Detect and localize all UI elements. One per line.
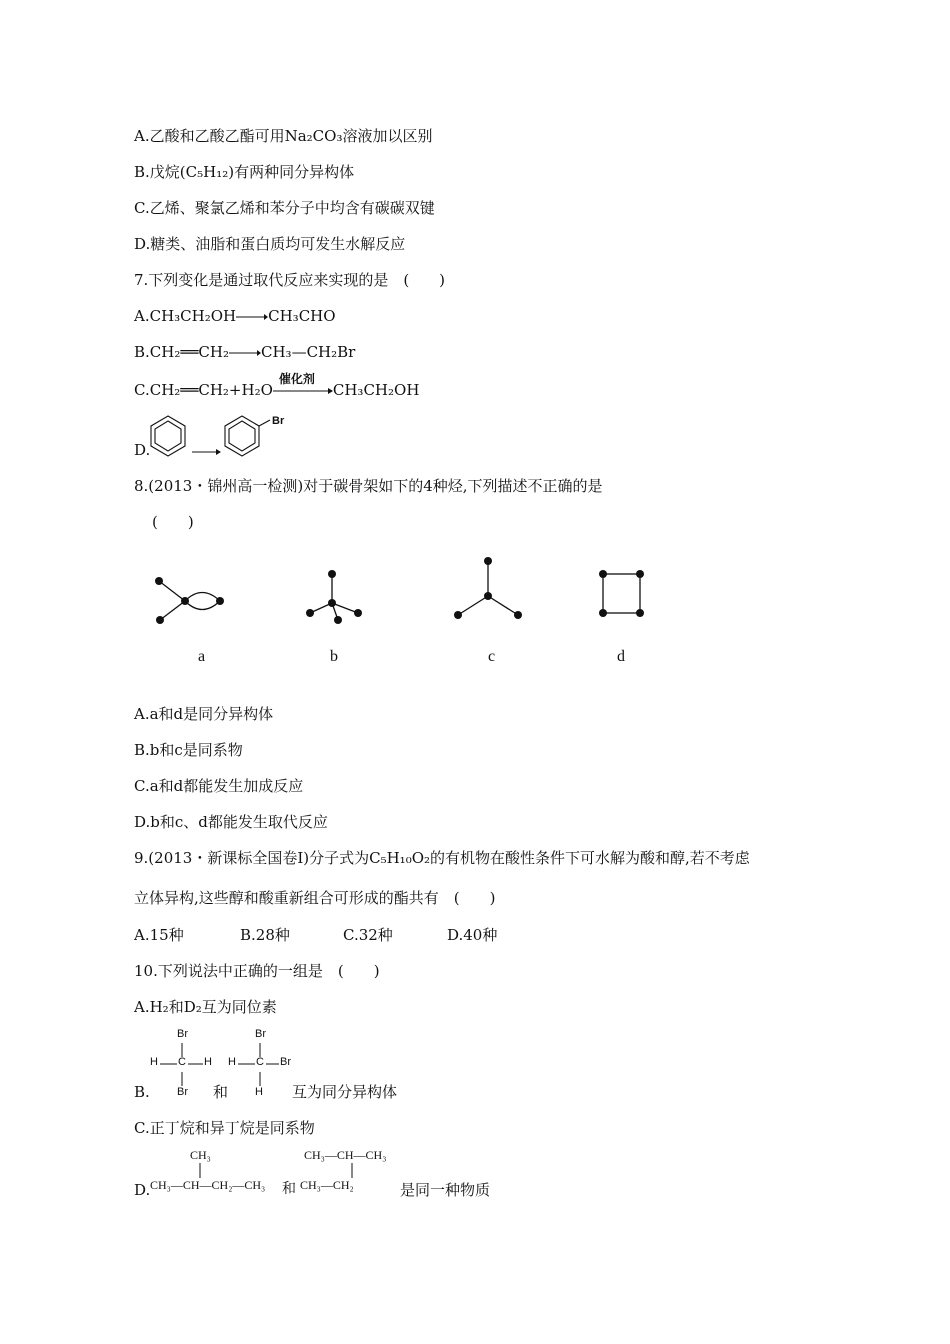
q6-option-c: C.乙烯、聚氯乙烯和苯分子中均含有碳碳双键	[134, 199, 435, 217]
q8-option-a: A.a和d是同分异构体	[134, 705, 274, 723]
q7-option-c	[134, 372, 420, 401]
reaction-arrow-icon	[236, 312, 268, 322]
q7-b-product: CH₃—CH₂Br	[261, 343, 356, 361]
q6-option-d: D.糖类、油脂和蛋白质均可发生水解反应	[134, 235, 406, 253]
reaction-arrow-icon	[273, 381, 333, 401]
d-and: 和	[282, 1182, 296, 1197]
q10-option-d-label: D.	[134, 1181, 151, 1199]
q7-c-product: CH₃CH₂OH	[332, 381, 420, 399]
bromobenzene-icon	[225, 416, 270, 456]
m2-right-atom: Br	[280, 1056, 291, 1068]
q9-option-c: C.32种	[343, 926, 393, 944]
q10-option-d-tail: 是同一种物质	[400, 1181, 491, 1199]
q8-stem: 8.(2013・锦州高一检测)对于碳骨架如下的4种烃,下列描述不正确的是	[134, 477, 603, 495]
dibromomethane-structure-1	[150, 1028, 220, 1102]
skeleton-a-icon	[159, 581, 220, 620]
catalyst-label: 催化剂	[278, 372, 315, 386]
d-f1-main: CH₃—CH—CH₂—CH₃	[150, 1178, 266, 1192]
bond-lines-icon	[150, 1028, 220, 1102]
m2-bottom-atom: H	[255, 1086, 263, 1098]
q10-option-b-tail: 互为同分异构体	[292, 1083, 398, 1101]
q8-option-b: B.b和c是同系物	[134, 741, 243, 759]
m1-left-atom: H	[150, 1056, 158, 1068]
m1-carbon: C	[178, 1056, 186, 1068]
q9-stem-line2: 立体异构,这些醇和酸重新组合可形成的酯共有 ( )	[134, 889, 496, 907]
q10-option-a: A.H₂和D₂互为同位素	[134, 998, 277, 1016]
m1-bottom-atom: Br	[177, 1086, 188, 1098]
q7-c-reactant: C.CH₂══CH₂+H₂O	[134, 381, 273, 399]
skeleton-label-b: b	[330, 648, 338, 665]
d-f2-top: CH₃—CH—CH₃	[304, 1148, 387, 1162]
m1-right-atom: H	[204, 1056, 212, 1068]
q7-a-reactant: A.CH₃CH₂OH	[134, 307, 237, 325]
m1-top-atom: Br	[177, 1028, 188, 1040]
skeleton-label-a: a	[198, 648, 206, 665]
q10-d-formulas	[150, 1148, 400, 1200]
q7-b-reactant: B.CH₂══CH₂	[134, 343, 229, 361]
q7-option-b	[134, 342, 355, 362]
skeleton-label-c: c	[488, 648, 496, 665]
q6-option-b: B.戊烷(C₅H₁₂)有两种同分异构体	[134, 163, 355, 181]
carbon-skeleton-diagrams	[140, 550, 680, 640]
m2-left-atom: H	[228, 1056, 236, 1068]
skeleton-c-icon	[458, 561, 518, 615]
q9-stem-line1: 9.(2013・新课标全国卷Ⅰ)分子式为C₅H₁₀O₂的有机物在酸性条件下可水解为酸和醇,若不考虑	[134, 849, 750, 867]
q10-stem: 10.下列说法中正确的一组是 ( )	[134, 962, 380, 980]
q8-answer-paren: ( )	[152, 513, 194, 531]
m2-top-atom: Br	[255, 1028, 266, 1040]
q10-option-b-and: 和	[213, 1083, 229, 1101]
q7-option-a	[134, 306, 336, 326]
d-f1-branch: CH₃	[190, 1148, 211, 1162]
q7-option-d-label: D.	[134, 441, 151, 459]
skeleton-b-icon	[310, 574, 358, 620]
q9-option-a: A.15种	[134, 926, 184, 944]
q6-option-a: A.乙酸和乙酸乙酯可用Na₂CO₃溶液加以区别	[134, 127, 433, 145]
q7-stem: 7.下列变化是通过取代反应来实现的是 ( )	[134, 271, 446, 289]
skeleton-d-icon	[603, 574, 640, 613]
m2-carbon: C	[256, 1056, 264, 1068]
reaction-arrow-icon	[229, 348, 261, 358]
benzene-ring-icon	[151, 416, 185, 456]
q7-a-product: CH₃CHO	[268, 307, 336, 325]
q9-option-d: D.40种	[447, 926, 498, 944]
bond-lines-icon	[150, 1148, 400, 1200]
q8-option-c: C.a和d都能发生加成反应	[134, 777, 304, 795]
bromine-label: Br	[272, 415, 285, 427]
q10-option-b-label: B.	[134, 1083, 150, 1101]
skeleton-label-d: d	[617, 648, 625, 665]
reaction-arrow-icon	[192, 449, 221, 455]
d-f2-main: CH₃—CH₂	[300, 1178, 354, 1192]
benzene-bromination-diagram	[146, 412, 306, 460]
q8-option-d: D.b和c、d都能发生取代反应	[134, 813, 328, 831]
q10-option-c: C.正丁烷和异丁烷是同系物	[134, 1119, 315, 1137]
q9-option-b: B.28种	[240, 926, 290, 944]
